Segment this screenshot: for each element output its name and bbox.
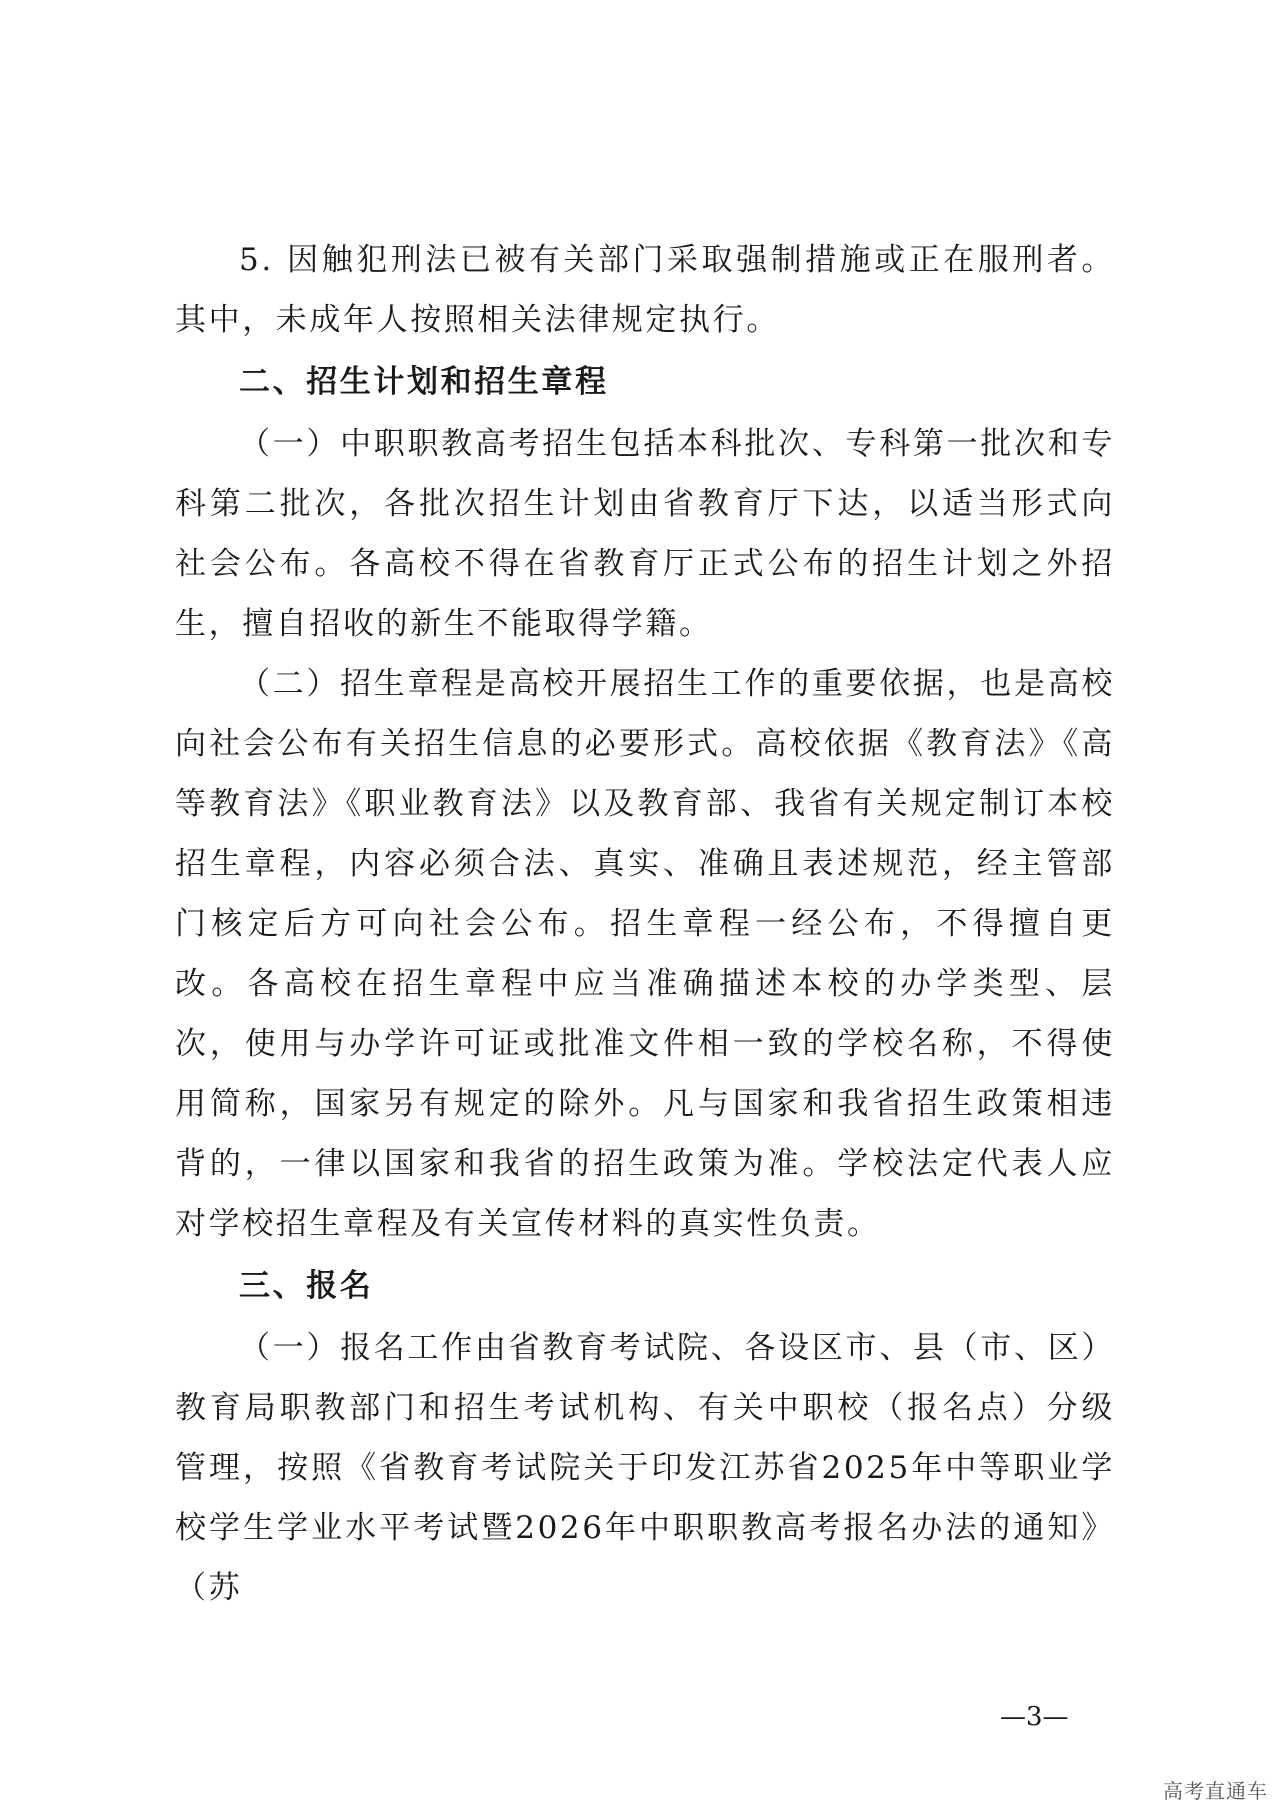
paragraph-charter: （二）招生章程是高校开展招生工作的重要依据，也是高校向社会公布有关招生信息的必要形式。高校依据《教育法》《高等教育法》《职业教育法》以及教育部、我省有关规定制订本校招生章程，内容必须合法、真实、准确且表述规范，经主管部门核定后方可向社会公布。招生章程一经公布，不得擅自更改。各高校在招生章程中应当准确描述本校的办学类型、层次，使用与办学许可证或批准文件相一致的学校名称，不得使用简称，国家另有规定的除外。凡与国家和我省招生政策相违背的，一律以国家和我省的招生政策为准。学校法定代表人应对学校招生章程及有关宣传材料的真实性负责。 (175, 666, 1115, 1242)
document-page (175, 230, 1115, 1618)
watermark-text: 高考直通车 (1163, 1779, 1268, 1803)
paragraph-item-5: 5. 因触犯刑法已被有关部门采取强制措施或正在服刑者。其中，未成年人按照相关法律规定执行。 (175, 242, 1115, 338)
page-number: —3— (1000, 1702, 1069, 1732)
section-heading-three: 三、报名 (239, 1268, 374, 1304)
paragraph-registration: （一）报名工作由省教育考试院、各设区市、县（市、区）教育局职教部门和招生考试机构、有关中职校（报名点）分级管理，按照《省教育考试院关于印发江苏省2025年中等职业学校学生学业水平考试暨2026年中职职教高考报名办法的通知》（苏 (175, 1330, 1115, 1606)
section-heading-two: 二、招生计划和招生章程 (239, 364, 609, 400)
paragraph-plan: （一）中职职教高考招生包括本科批次、专科第一批次和专科第二批次，各批次招生计划由省教育厅下达，以适当形式向社会公布。各高校不得在省教育厅正式公布的招生计划之外招生，擅自招收的新生不能取得学籍。 (175, 426, 1115, 642)
